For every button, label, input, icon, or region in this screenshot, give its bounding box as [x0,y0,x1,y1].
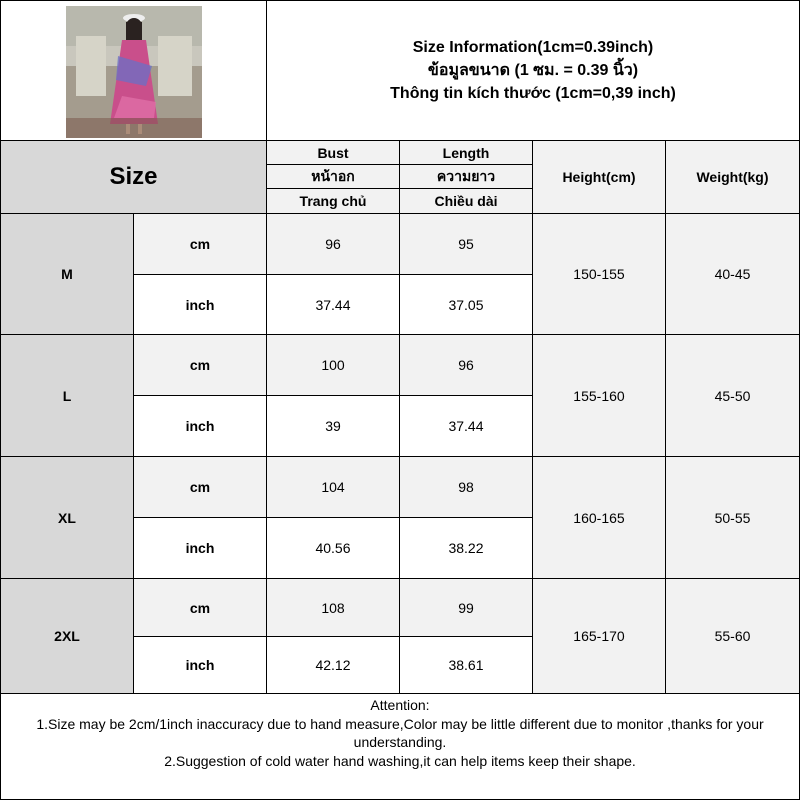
height-value: 150-155 [533,214,665,334]
bust-label-th: หน้าอก [311,168,355,184]
bust-inch-value: 39 [267,396,399,456]
size-header: Size [1,141,266,213]
length-cm-value: 99 [400,579,532,636]
unit-cm-label: cm [134,335,266,395]
unit-cm-label: cm [134,579,266,636]
bust-label-en: Bust [317,145,349,161]
bust-cm-value: 100 [267,335,399,395]
bust-inch-value: 40.56 [267,518,399,578]
unit-inch-label: inch [134,518,266,578]
length-inch-value: 37.05 [400,275,532,334]
weight-value: 40-45 [666,214,799,334]
size-cell-2xl: 2XL [1,579,133,693]
note-line-2: 2.Suggestion of cold water hand washing,it can help items keep their shape. [164,752,636,769]
length-inch-value: 38.61 [400,637,532,693]
weight-value: 45-50 [666,335,799,456]
height-value: 165-170 [533,579,665,693]
bust-cm-value: 104 [267,457,399,517]
length-inch-value: 37.44 [400,396,532,456]
title-block [267,1,799,140]
weight-value: 50-55 [666,457,799,578]
length-cm-value: 96 [400,335,532,395]
unit-inch-label: inch [134,275,266,334]
length-cm-value: 98 [400,457,532,517]
unit-inch-label: inch [134,637,266,693]
title-line-en: Size Information(1cm=0.39inch) [412,39,654,56]
length-label-th: ความยาว [436,168,496,184]
title-line-vi: Thông tin kích thước (1cm=0,39 inch) [390,85,676,102]
bust-inch-value: 42.12 [267,637,399,693]
length-header [400,141,532,213]
bust-inch-value: 37.44 [267,275,399,334]
note-line-1: 1.Size may be 2cm/1inch inaccuracy due to hand measure,Color may be little different due to monitor ,thanks for your understanding. [36,715,764,750]
title-line-th: ข้อมูลขนาด (1 ซม. = 0.39 นิ้ว) [427,62,639,79]
product-photo [66,6,202,138]
length-inch-value: 38.22 [400,518,532,578]
height-value: 155-160 [533,335,665,456]
length-cm-value: 95 [400,214,532,274]
unit-cm-label: cm [134,457,266,517]
size-cell-m: M [1,214,133,334]
bust-label-vi: Trang chủ [299,193,367,209]
size-cell-xl: XL [1,457,133,578]
height-header: Height(cm) [533,141,665,213]
bust-header [267,141,399,213]
size-cell-l: L [1,335,133,456]
bust-cm-value: 96 [267,214,399,274]
notes-block [1,694,799,798]
length-label-vi: Chiều dài [434,193,498,209]
weight-value: 55-60 [666,579,799,693]
height-value: 160-165 [533,457,665,578]
bust-cm-value: 108 [267,579,399,636]
weight-header: Weight(kg) [666,141,799,213]
unit-inch-label: inch [134,396,266,456]
length-label-en: Length [442,145,490,161]
unit-cm-label: cm [134,214,266,274]
attention-label: Attention: [370,697,430,713]
